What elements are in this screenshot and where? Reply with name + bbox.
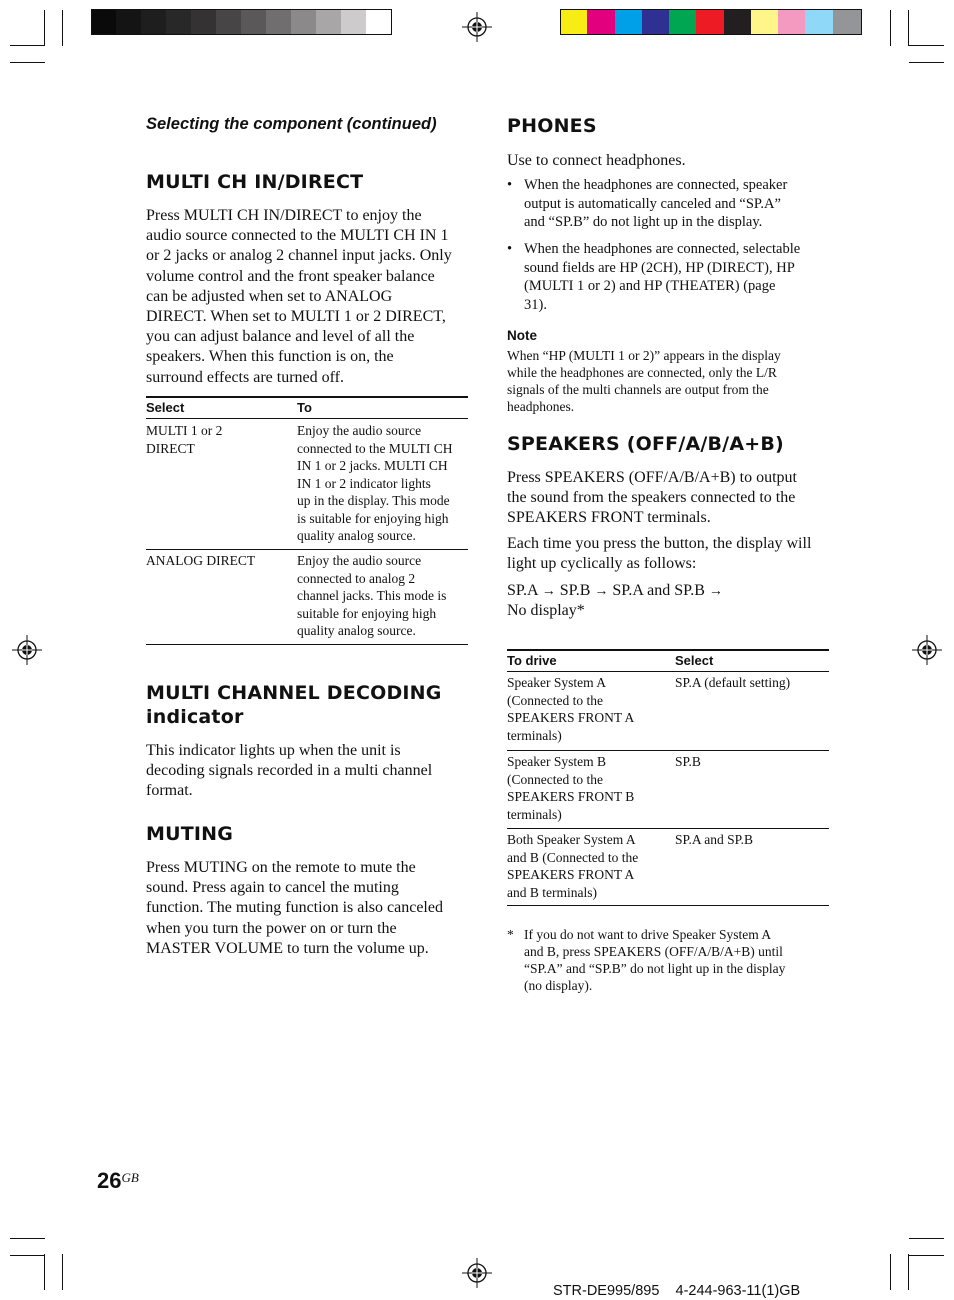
color-swatch (216, 9, 241, 35)
text-line: and B terminals) (507, 884, 597, 900)
text-line: MASTER VOLUME to turn the volume up. (146, 939, 429, 957)
arrow-right-icon: → (594, 582, 609, 598)
text-line: DIRECT. When set to MULTI 1 or 2 DIRECT, (146, 308, 446, 326)
color-swatch (366, 9, 392, 35)
text-line: (no display). (524, 978, 593, 993)
color-swatch (615, 9, 643, 35)
text-line: MULTI 1 or 2 (146, 423, 223, 438)
text-line: ANALOG DIRECT (146, 553, 256, 568)
table-header-to: To (297, 400, 312, 415)
heading-muting: MUTING (146, 823, 234, 845)
text-line: DIRECT (146, 440, 195, 456)
table-cell-select: SP.B (675, 754, 701, 769)
text-line: Each time you press the button, the display will (507, 535, 812, 552)
text-line: headphones. (507, 398, 575, 414)
table-header-rule (146, 418, 468, 419)
table-cell-select (146, 552, 291, 570)
text-line: terminals) (507, 727, 562, 743)
text-line: and B, press SPEAKERS (OFF/A/B/A+B) until (524, 944, 783, 959)
table-bottom-rule (507, 905, 829, 906)
registration-mark-icon (462, 12, 492, 42)
table-cell-select (146, 422, 291, 457)
footnote-marker: * (507, 927, 514, 942)
cycle-step: No display* (507, 602, 585, 620)
color-swatch (191, 9, 216, 35)
bullet-text (524, 240, 844, 315)
muting-paragraph (146, 858, 476, 959)
text-line: channel jacks. This mode is (297, 588, 447, 603)
text-line: (Connected to the (507, 692, 603, 708)
color-swatch (778, 9, 806, 35)
text-line: (MULTI 1 or 2) and HP (THEATER) (page (524, 278, 776, 295)
cycle-step: SP.A (507, 582, 538, 599)
color-swatch (141, 9, 166, 35)
table-cell-drive (507, 674, 672, 744)
color-swatch (241, 9, 266, 35)
text-line: 31). (524, 297, 547, 314)
table-row-rule (507, 750, 829, 751)
color-swatch (751, 9, 779, 35)
text-line: format. (146, 782, 193, 800)
speakers-paragraph (507, 534, 837, 574)
color-swatch (642, 9, 670, 35)
text-line: Press MULTI CH IN/DIRECT to enjoy the (146, 207, 422, 224)
color-swatch (587, 9, 615, 35)
table-cell-drive (507, 831, 672, 901)
text-line: suitable for enjoying high (297, 605, 437, 621)
bullet-text (524, 176, 844, 232)
table-cell-drive (507, 753, 672, 823)
text-line: connected to the MULTI CH (297, 440, 453, 456)
text-line: while the headphones are connected, only the L/R (507, 364, 777, 380)
page-number (97, 1168, 139, 1194)
text-line: speakers. When this function is on, the (146, 348, 394, 366)
page-number-suffix: GB (121, 1170, 139, 1185)
table-header-select: Select (146, 400, 185, 415)
color-swatch (560, 9, 589, 35)
text-line: “SP.A” and “SP.B” do not light up in the display (524, 961, 786, 976)
text-line: when you turn the power on or turn the (146, 919, 397, 937)
speakers-paragraph (507, 468, 837, 529)
text-line: Speaker System A (507, 675, 606, 690)
table-top-rule (146, 396, 468, 398)
model-code: STR-DE995/895 4-244-963-11(1)GB (553, 1283, 801, 1299)
footnote-text (524, 926, 844, 994)
text-line: When the headphones are connected, speaker (524, 177, 788, 193)
arrow-right-icon: → (541, 582, 556, 598)
text-line: can be adjusted when set to ANALOG (146, 287, 393, 305)
table-bottom-rule (146, 644, 468, 645)
bullet-icon: • (507, 241, 513, 257)
text-line: SPEAKERS FRONT A (507, 867, 635, 882)
text-line: Speaker System B (507, 754, 606, 769)
color-swatch (91, 9, 117, 35)
color-swatch (724, 9, 752, 35)
multi-ch-paragraph (146, 206, 476, 388)
text-line: or 2 jacks or analog 2 channel input jacks. Only (146, 247, 452, 265)
decoding-paragraph (146, 741, 476, 802)
text-line: quality analog source. (297, 623, 416, 638)
text-line: Press SPEAKERS (OFF/A/B/A+B) to output (507, 469, 797, 486)
text-line: you can adjust balance and level of all the (146, 328, 415, 346)
page-number-digits: 26 (97, 1168, 122, 1193)
color-swatch (316, 9, 341, 35)
text-line: Enjoy the audio source (297, 423, 422, 438)
color-swatch (696, 9, 724, 35)
arrow-right-icon: → (708, 582, 723, 598)
table-row-rule (146, 549, 468, 550)
cycle-step: SP.B (559, 582, 591, 599)
text-line: Press MUTING on the remote to mute the (146, 859, 416, 876)
text-line: output is automatically canceled and “SP.A” (524, 195, 781, 212)
color-swatch (291, 9, 316, 35)
bullet-icon: • (507, 177, 513, 193)
heading-line: indicator (146, 706, 244, 728)
note-label: Note (507, 328, 537, 343)
text-line: sound fields are HP (2CH), HP (DIRECT), HP (524, 259, 795, 276)
phones-bullet-list (507, 176, 837, 320)
text-line: signals of the multi channels are output from the (507, 381, 769, 397)
table-cell-select: SP.A (default setting) (675, 675, 791, 690)
text-line: IN 1 or 2 indicator lights (297, 475, 431, 491)
text-line: surround effects are turned off. (146, 368, 344, 386)
text-line: If you do not want to drive Speaker System A (524, 927, 772, 942)
cycle-step: SP.A and SP.B (612, 582, 705, 599)
list-item (507, 176, 837, 240)
text-line: When the headphones are connected, selectable (524, 241, 801, 257)
heading-speakers: SPEAKERS (OFF/A/B/A+B) (507, 433, 784, 455)
text-line: and “SP.B” do not light up in the display. (524, 214, 763, 231)
text-line: quality analog source. (297, 528, 416, 543)
heading-phones: PHONES (507, 115, 597, 137)
text-line: Enjoy the audio source (297, 553, 422, 568)
table-header-select: Select (675, 653, 714, 668)
text-line: and B (Connected to the (507, 849, 639, 865)
table-header-rule (507, 671, 829, 672)
phones-intro: Use to connect headphones. (507, 152, 686, 169)
text-line: function. The muting function is also canceled (146, 899, 443, 917)
color-swatch (805, 9, 833, 35)
color-swatch (669, 9, 697, 35)
table-row-rule (507, 828, 829, 829)
table-cell-to (297, 552, 472, 640)
table-header-to-drive: To drive (507, 653, 557, 668)
color-swatch (116, 9, 141, 35)
text-line: (Connected to the (507, 771, 603, 787)
table-top-rule (507, 649, 829, 651)
list-item (507, 240, 837, 320)
heading-multi-channel-decoding (146, 681, 442, 729)
registration-mark-icon (12, 635, 42, 665)
text-line: terminals) (507, 806, 562, 822)
registration-mark-icon (912, 635, 942, 665)
color-swatch (266, 9, 291, 35)
table-cell-select: SP.A and SP.B (675, 832, 754, 847)
heading-multi-ch-in-direct: MULTI CH IN/DIRECT (146, 171, 364, 193)
text-line: volume control and the front speaker balance (146, 267, 435, 285)
heading-line: MULTI CHANNEL DECODING (146, 682, 442, 704)
registration-mark-icon (462, 1258, 492, 1288)
text-line: When “HP (MULTI 1 or 2)” appears in the display (507, 348, 781, 363)
text-line: This indicator lights up when the unit is (146, 742, 401, 759)
display-cycle-sequence (507, 580, 723, 621)
color-swatch (166, 9, 191, 35)
text-line: Both Speaker System A (507, 832, 636, 847)
text-line: audio source connected to the MULTI CH IN 1 (146, 227, 449, 245)
text-line: up in the display. This mode (297, 493, 450, 508)
text-line: connected to analog 2 (297, 570, 416, 586)
running-title: Selecting the component (continued) (146, 115, 437, 133)
text-line: sound. Press again to cancel the muting (146, 879, 399, 897)
text-line: SPEAKERS FRONT A (507, 710, 635, 725)
text-line: light up cyclically as follows: (507, 555, 697, 573)
text-line: is suitable for enjoying high (297, 510, 449, 526)
table-cell-to (297, 422, 472, 545)
text-line: SPEAKERS FRONT terminals. (507, 509, 711, 527)
color-swatch (833, 9, 862, 35)
text-line: IN 1 or 2 jacks. MULTI CH (297, 458, 448, 473)
note-text (507, 348, 837, 416)
color-swatch (341, 9, 366, 35)
text-line: the sound from the speakers connected to the (507, 489, 796, 507)
text-line: SPEAKERS FRONT B (507, 789, 635, 804)
text-line: decoding signals recorded in a multi channel (146, 762, 433, 780)
